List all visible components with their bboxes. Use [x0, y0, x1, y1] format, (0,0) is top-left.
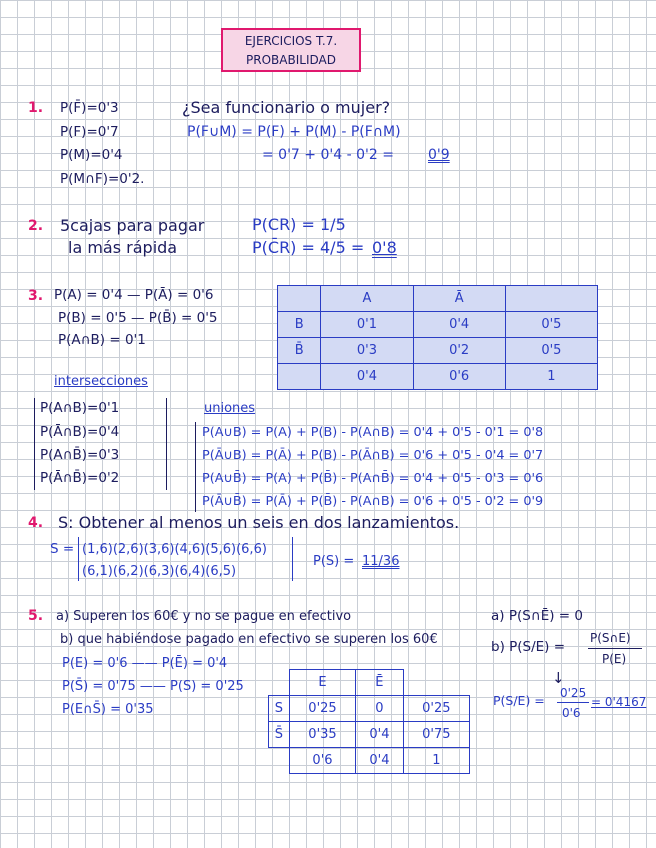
ex5-final-den: 0'6 — [562, 706, 581, 720]
ex5-cell: 0 — [356, 696, 404, 722]
ex3-given-1: P(B) = 0'5 — P(B̄) = 0'5 — [58, 310, 218, 326]
ex3-table — [277, 285, 598, 390]
ex3-cell: 0'6 — [413, 364, 505, 390]
ex4-number: 4. — [28, 515, 44, 531]
union-2: P(A∪B̄) = P(A) + P(B̄) - P(A∩B̄) = 0'4 + 0'5 - 0'3 = 0'6 — [202, 471, 544, 486]
ex5-number: 5. — [28, 608, 44, 624]
ex3-cell: 1 — [505, 364, 597, 390]
ex1-given-1: P(F)=0'7 — [60, 124, 119, 140]
ex5-final-fraction-bar — [557, 702, 589, 703]
ex5-given-0: P(E) = 0'6 —— P(Ē) = 0'4 — [62, 656, 228, 671]
ex5-a: a) Superen los 60€ y no se pague en efectivo — [56, 609, 352, 624]
ex3-cell — [278, 364, 321, 390]
ex3-cell: 0'4 — [321, 364, 413, 390]
title-box — [221, 28, 361, 72]
ex3-th-1: A — [321, 286, 413, 312]
ex2-number: 2. — [28, 218, 44, 234]
ex5-cell: 0'75 — [403, 722, 469, 748]
ex2-p1: P(CR) = 1/5 — [252, 215, 346, 234]
ex3-given-2: P(A∩B) = 0'1 — [58, 332, 146, 348]
ex4-set-row1: (1,6)(2,6)(3,6)(4,6)(5,6)(6,6) — [82, 542, 267, 557]
ex5-th-2: Ē — [356, 670, 404, 696]
ex5-answer-a: a) P(S∩Ē) = 0 — [491, 608, 583, 624]
ex1-question: ¿Sea funcionario o mujer? — [182, 98, 391, 117]
ex1-calc: = 0'7 + 0'4 - 0'2 = — [262, 147, 394, 163]
ex5-given-1: P(S̄) = 0'75 —— P(S) = 0'25 — [62, 679, 244, 694]
ex3-cell: B̄ — [278, 338, 321, 364]
ex5-final-num: 0'25 — [560, 686, 587, 700]
union-0: P(A∪B) = P(A) + P(B) - P(A∩B) = 0'4 + 0'5 - 0'1 = 0'8 — [202, 425, 544, 440]
ex4-set-left-bar — [78, 537, 79, 581]
ex5-answer-b-left: b) P(S/E) = — [491, 639, 566, 655]
ex3-number: 3. — [28, 288, 44, 304]
intersections-right-bar — [166, 398, 167, 490]
ex1-formula: P(F∪M) = P(F) + P(M) - P(F∩M) — [187, 124, 401, 140]
ex5-th-3 — [403, 670, 469, 696]
ex2-result: 0'8 — [372, 238, 397, 257]
ex5-cell: 0'4 — [356, 722, 404, 748]
ex1-given-2: P(M)=0'4 — [60, 147, 123, 163]
ex5-answer-b-den: P(E) — [602, 652, 627, 666]
ex5-final-result: = 0'4167 — [591, 695, 647, 709]
intersection-2: P(A∩B̄)=0'3 — [40, 447, 120, 463]
unions-left-bar — [195, 422, 196, 512]
ex3-cell: 0'3 — [321, 338, 413, 364]
ex4-set-row2: (6,1)(6,2)(6,3)(6,4)(6,5) — [82, 564, 237, 579]
ex5-cell: 1 — [403, 748, 469, 774]
ex5-answer-b-fraction-bar — [588, 648, 642, 649]
ex5-b: b) que habiéndose pagado en efectivo se superen los 60€ — [60, 632, 438, 647]
ex4-result: 11/36 — [362, 554, 400, 569]
union-3: P(Ā∪B̄) = P(Ā) + P(B̄) - P(A∩B) = 0'6 + 0'5 - 0'2 = 0'9 — [202, 494, 544, 509]
ex5-cell: 0'25 — [403, 696, 469, 722]
title-line2: PROBABILIDAD — [246, 53, 336, 67]
ex4-statement: S: Obtener al menos un seis en dos lanzamientos. — [58, 513, 460, 532]
ex1-given-0: P(F̄)=0'3 — [60, 100, 119, 116]
ex5-final-left: P(S/E) = — [493, 693, 545, 708]
ex2-line2: la más rápida — [68, 238, 178, 257]
ex2-line1: 5cajas para pagar — [60, 216, 205, 235]
ex3-cell: 0'2 — [413, 338, 505, 364]
intersections-left-bar — [34, 398, 35, 490]
ex5-cell: 0'35 — [289, 722, 355, 748]
ex4-prob: P(S) = — [313, 554, 355, 569]
intersection-0: P(A∩B)=0'1 — [40, 400, 120, 416]
ex5-table — [268, 669, 470, 774]
ex1-result: 0'9 — [428, 147, 450, 163]
ex5-arrow: ↓ — [552, 669, 565, 687]
intersections-title: intersecciones — [54, 374, 148, 389]
ex5-cell: 0'25 — [289, 696, 355, 722]
intersection-1: P(Ā∩B)=0'4 — [40, 424, 120, 440]
ex3-cell: 0'4 — [413, 312, 505, 338]
ex1-number: 1. — [28, 100, 44, 116]
ex5-answer-b-num: P(S∩E) — [590, 631, 631, 645]
unions-title: uniones — [204, 401, 256, 416]
ex5-cell: S̄ — [269, 722, 290, 748]
ex5-cell: S — [269, 696, 290, 722]
ex3-th-0 — [278, 286, 321, 312]
ex5-th-1: E — [289, 670, 355, 696]
ex5-given-2: P(E∩S̄) = 0'35 — [62, 702, 154, 717]
ex3-cell: 0'5 — [505, 312, 597, 338]
ex3-cell: 0'5 — [505, 338, 597, 364]
intersection-3: P(Ā∩B̄)=0'2 — [40, 470, 120, 486]
ex5-cell: 0'6 — [289, 748, 355, 774]
ex4-set-label: S = — [50, 541, 75, 557]
ex3-cell: B — [278, 312, 321, 338]
union-1: P(Ā∪B) = P(Ā) + P(B) - P(Ā∩B) = 0'6 + 0'5 - 0'4 = 0'7 — [202, 448, 544, 463]
ex3-given-0: P(A) = 0'4 — P(Ā) = 0'6 — [54, 287, 214, 303]
ex4-set-right-bar — [292, 537, 293, 581]
ex5-cell — [269, 748, 290, 774]
ex3-th-2: Ā — [413, 286, 505, 312]
ex5-cell: 0'4 — [356, 748, 404, 774]
title-line1: EJERCICIOS T.7. — [244, 34, 338, 48]
ex2-p2: P(C̄R) = 4/5 = — [252, 238, 365, 257]
ex5-th-0 — [269, 670, 290, 696]
ex3-th-3 — [505, 286, 597, 312]
ex3-cell: 0'1 — [321, 312, 413, 338]
ex1-given-3: P(M∩F)=0'2. — [60, 171, 145, 187]
